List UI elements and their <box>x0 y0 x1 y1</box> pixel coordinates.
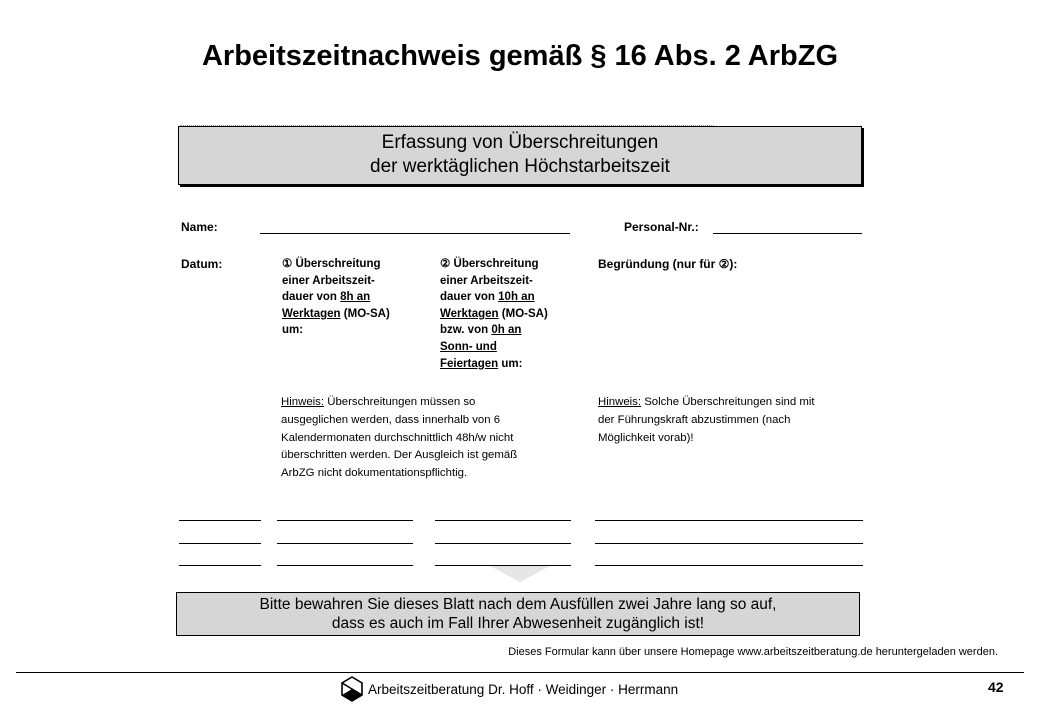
circled-two-icon: ② <box>440 258 451 270</box>
name-label: Name: <box>181 220 218 234</box>
hinweis-approval-note: Hinweis: Solche Überschreitungen sind mit der Führungskraft abzustimmen (nach Möglichkeit vorab)! <box>598 396 815 444</box>
retention-notice-line-2: dass es auch im Fall Ihrer Abwesenheit zugänglich ist! <box>331 615 705 632</box>
datum-entry-line[interactable] <box>179 565 261 566</box>
datum-entry-line[interactable] <box>179 543 261 544</box>
firm-name: Arbeitszeitberatung Dr. Hoff · Weidinger · Herrmann <box>368 682 679 697</box>
name-field-line[interactable] <box>260 233 570 234</box>
overtime-8h-entry-line[interactable] <box>277 543 413 544</box>
hinweis-compensation-note: Hinweis: Überschreitungen müssen so ausgeglichen werden, dass innerhalb von 6 Kalendermonaten durchschnittlich 48h/w nicht überschritten werden. Der Ausgleich ist gemäß ArbZG nicht dokumentationspflichtig. <box>281 396 518 480</box>
retention-notice-line-1: Bitte bewahren Sie dieses Blatt nach dem Ausfüllen zwei Jahre lang so auf, <box>259 596 777 613</box>
overtime-8h-entry-line[interactable] <box>277 565 413 566</box>
overtime-10h-entry-line[interactable] <box>435 520 571 521</box>
datum-entry-line[interactable] <box>179 520 261 521</box>
cube-logo-icon <box>341 676 363 702</box>
datum-label: Datum: <box>181 257 223 271</box>
chevron-down-icon <box>490 566 550 590</box>
begruendung-entry-line[interactable] <box>595 565 863 566</box>
begruendung-entry-line[interactable] <box>595 520 863 521</box>
overtime-10h-entry-line[interactable] <box>435 543 571 544</box>
overtime-8h-entry-line[interactable] <box>277 520 413 521</box>
retention-notice-box <box>176 592 860 636</box>
column-8h-overtime: ① Überschreitung einer Arbeitszeit- dauer von 8h an Werktagen (MO-SA) um: <box>282 258 390 337</box>
page-title: Arbeitszeitnachweis gemäß § 16 Abs. 2 ArbZG <box>201 40 839 72</box>
circled-one-icon: ① <box>282 258 293 270</box>
form-header-box <box>178 126 862 185</box>
column-10h-overtime: ② Überschreitung einer Arbeitszeit- dauer von 10h an Werktagen (MO-SA) bzw. von 0h an Sonn- und Feiertagen um: <box>440 258 548 370</box>
personal-nr-label: Personal-Nr.: <box>624 220 699 234</box>
begruendung-label: Begründung (nur für ②): <box>598 257 738 271</box>
download-note: Dieses Formular kann über unsere Homepage www.arbeitszeitberatung.de heruntergeladen werden. <box>508 646 998 658</box>
form-header-line-1: Erfassung von Überschreitungen <box>381 132 659 153</box>
footer-rule <box>16 672 1024 673</box>
page-number: 42 <box>988 679 1004 695</box>
form-header-line-2: der werktäglichen Höchstarbeitszeit <box>370 156 670 177</box>
personal-nr-field-line[interactable] <box>713 233 862 234</box>
begruendung-entry-line[interactable] <box>595 543 863 544</box>
